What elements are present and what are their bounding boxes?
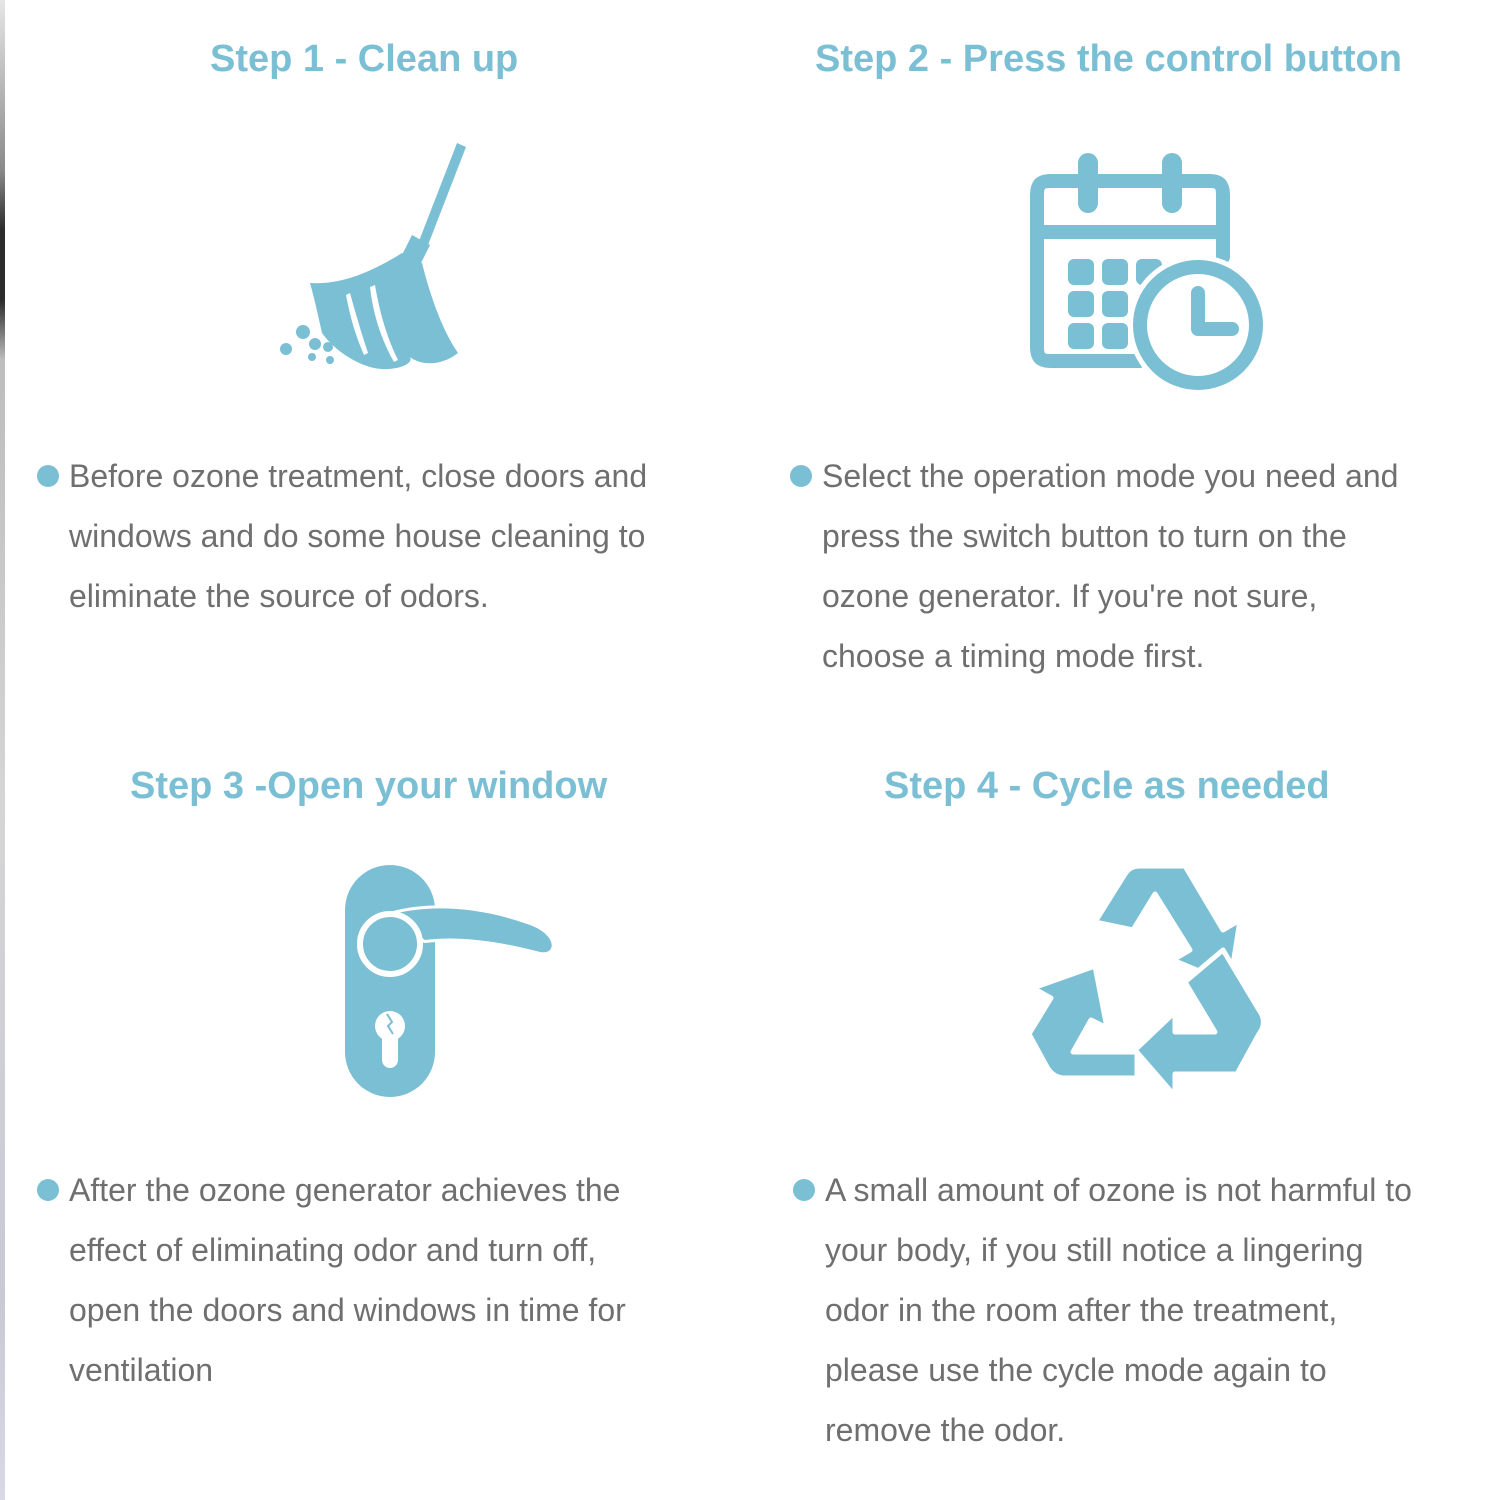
- step-4-description: [825, 1160, 1495, 1460]
- recycle-icon: [1025, 862, 1270, 1097]
- desc-line: ventilation: [69, 1352, 214, 1388]
- step-3-description: [69, 1160, 759, 1400]
- bullet-icon: [37, 1179, 59, 1201]
- bullet-icon: [37, 465, 59, 487]
- desc-line: A small amount of ozone is not harmful to: [825, 1172, 1412, 1208]
- step-2-description: [822, 446, 1492, 686]
- desc-line: After the ozone generator achieves the: [69, 1172, 621, 1208]
- broom-icon: [270, 135, 480, 375]
- desc-line: odor in the room after the treatment,: [825, 1292, 1338, 1328]
- desc-line: open the doors and windows in time for: [69, 1292, 626, 1328]
- step-2-title: Step 2 - Press the control button: [815, 38, 1402, 80]
- desc-line: Select the operation mode you need and: [822, 458, 1399, 494]
- desc-line: your body, if you still notice a lingering: [825, 1232, 1364, 1268]
- step-4-title: Step 4 - Cycle as needed: [884, 765, 1330, 807]
- desc-line: remove the odor.: [825, 1412, 1066, 1448]
- step-1-description: [69, 446, 759, 626]
- desc-line: effect of eliminating odor and turn off,: [69, 1232, 597, 1268]
- calendar-clock-icon: [1020, 145, 1280, 405]
- desc-line: please use the cycle mode again to: [825, 1352, 1327, 1388]
- door-handle-icon: [335, 860, 565, 1105]
- desc-line: Before ozone treatment, close doors and: [69, 458, 648, 494]
- desc-line: choose a timing mode first.: [822, 638, 1205, 674]
- page-edge-shadow: [0, 0, 5, 1500]
- step-3-title: Step 3 -Open your window: [130, 765, 608, 807]
- desc-line: windows and do some house cleaning to: [69, 518, 646, 554]
- bullet-icon: [793, 1179, 815, 1201]
- bullet-icon: [790, 465, 812, 487]
- desc-line: ozone generator. If you're not sure,: [822, 578, 1318, 614]
- desc-line: eliminate the source of odors.: [69, 578, 489, 614]
- step-1-title: Step 1 - Clean up: [210, 38, 519, 80]
- desc-line: press the switch button to turn on the: [822, 518, 1347, 554]
